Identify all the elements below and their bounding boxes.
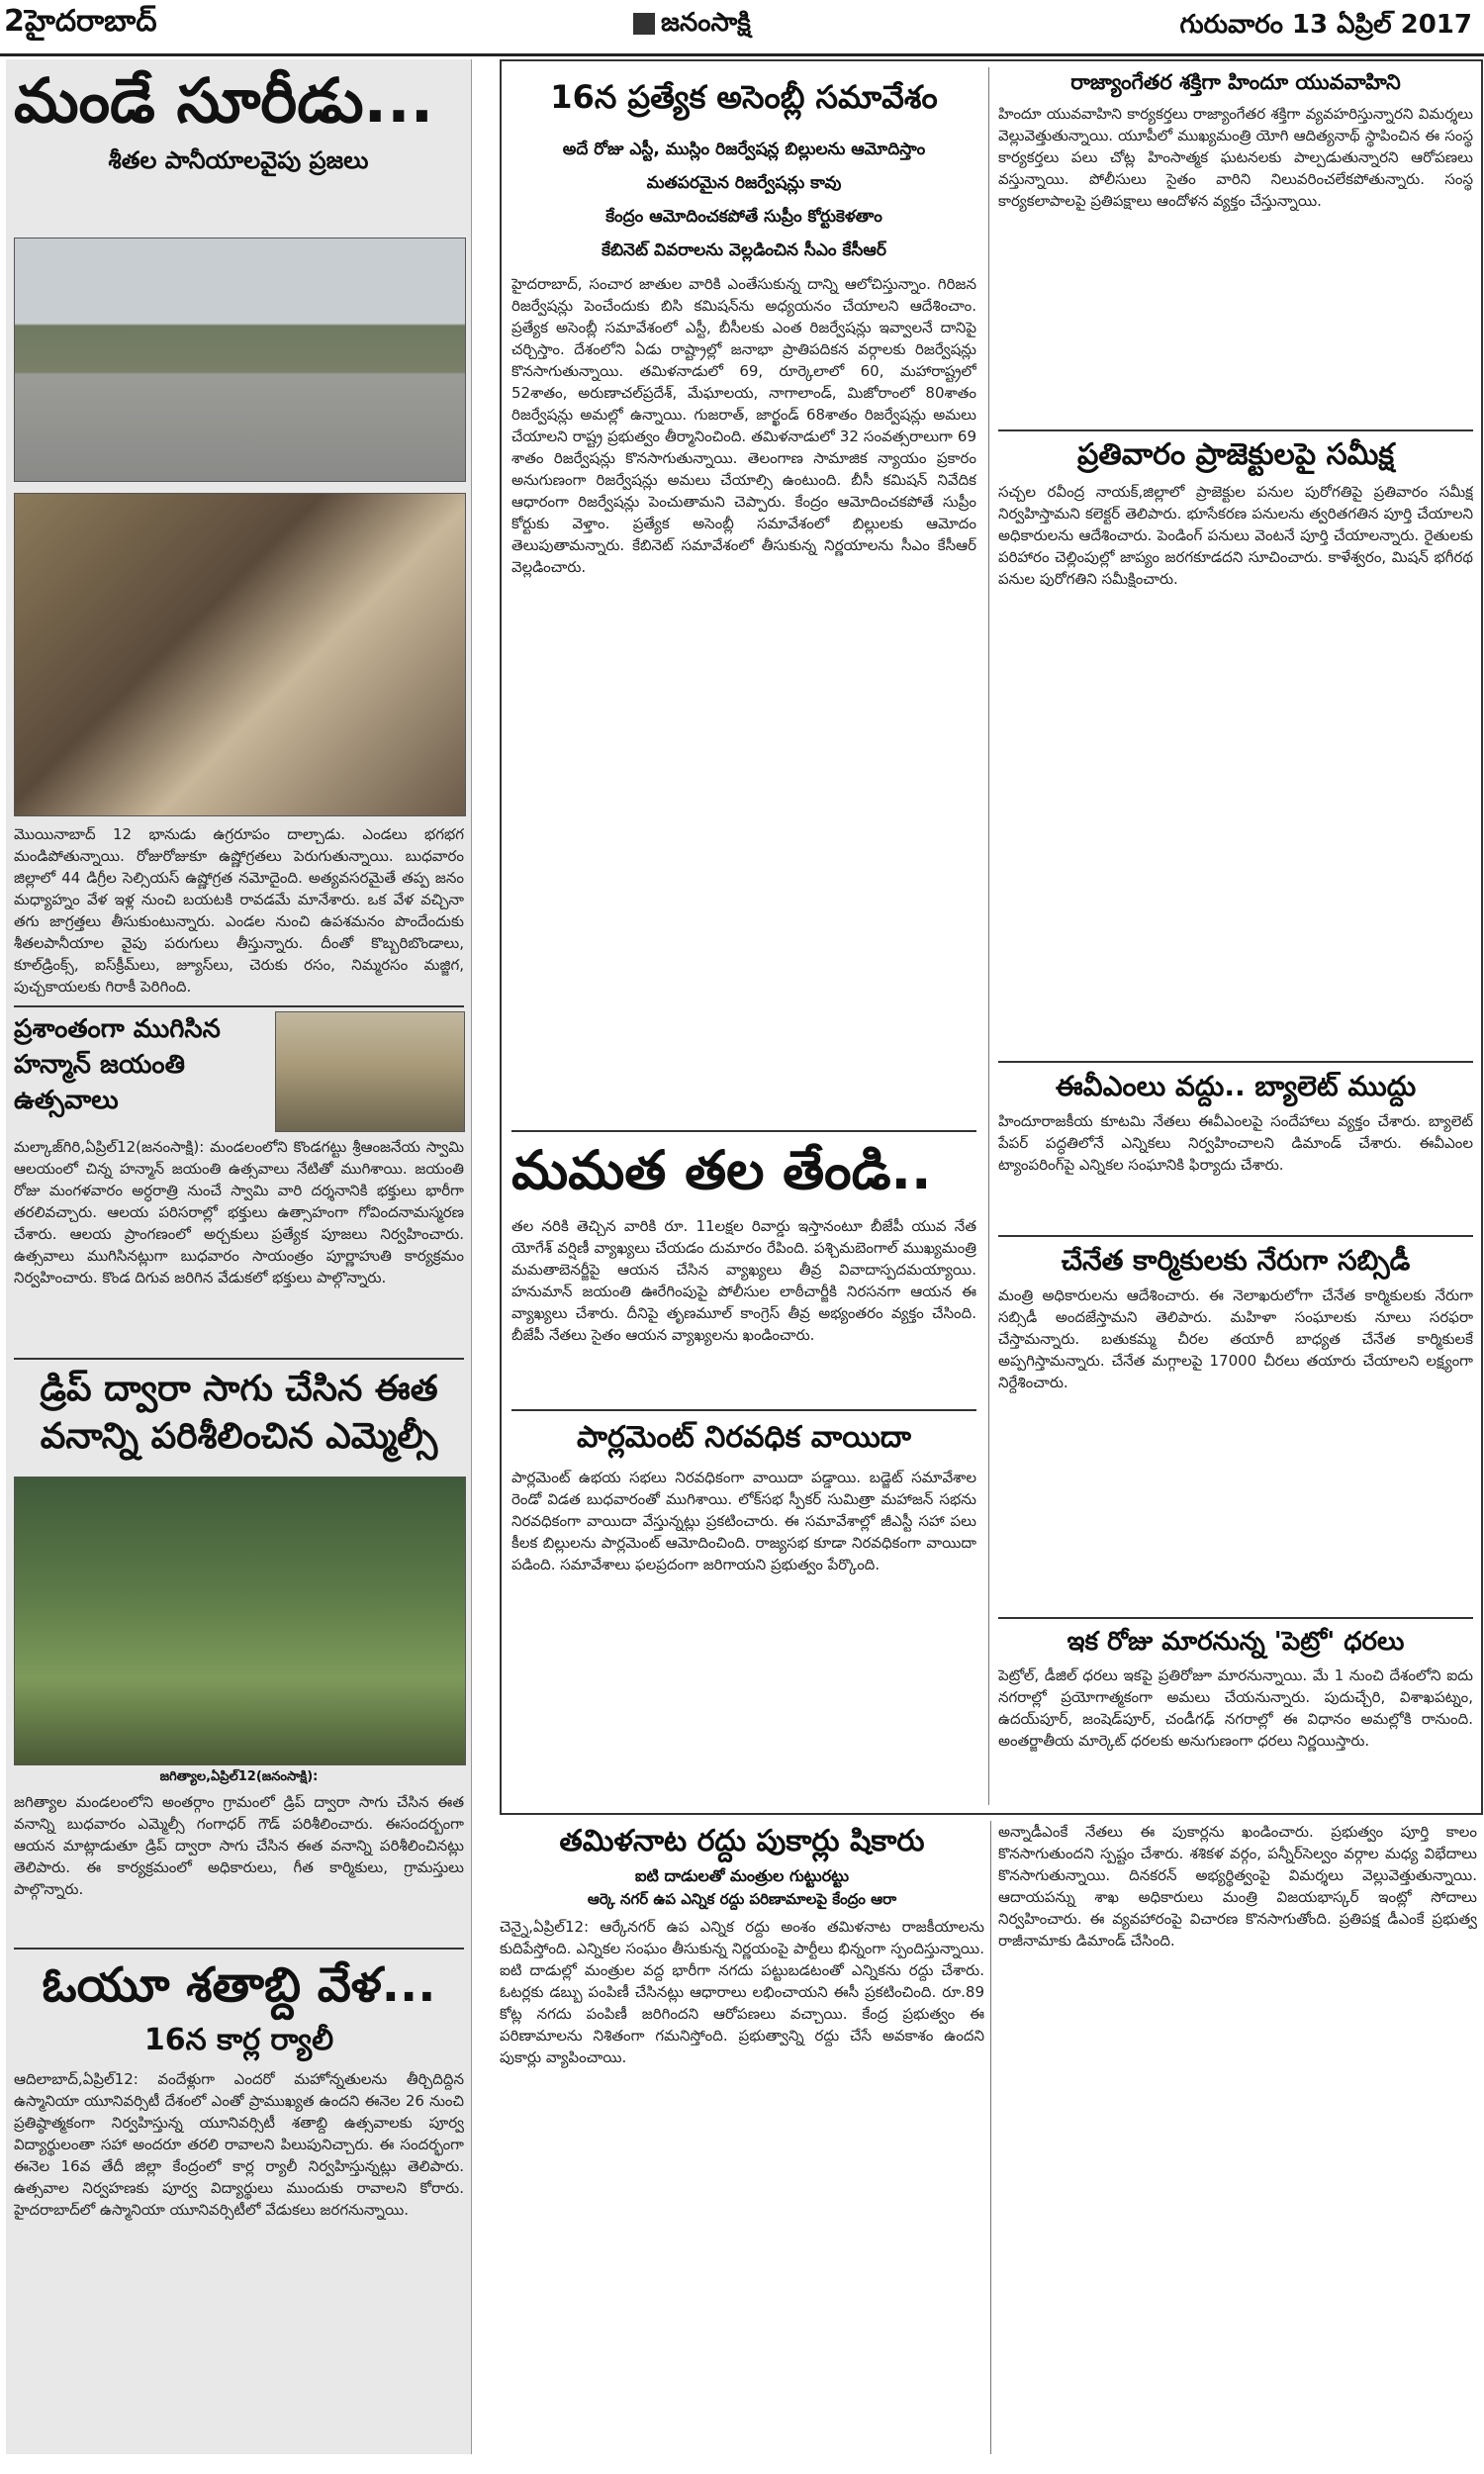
petrol-body: పెట్రోల్, డీజిల్ ధరలు ఇకపై ప్రతిరోజూ మారనున్నాయి. మే 1 నుంచి దేశంలోని ఐదు నగరాల్లో ప్రయోగాత్మకంగా అమలు చేయనున్నారు. పుదుచ్చేరి, విశాఖపట్నం, ఉదయ్‌పూర్, జంషెడ్‌పూర్, చండీగఢ్ నగరాల్లో ఈ విధానం అమల్లోకి రానుంది. అంతర్జాతీయ మార్కెట్ ధరలకు అనుగుణంగా ధరలు నిర్ణయిస్తారు. (998, 1666, 1473, 1750)
mamata-headline: మమత తల తేండి.. (511, 1139, 932, 1201)
drip-headline: డ్రిప్ ద్వారా సాగు చేసిన ఈత వనాన్ని పరిశీలించిన ఎమ్మెల్సీ (40, 1369, 438, 1457)
oyu-subheadline: 16న కార్ల ర్యాలీ (143, 2023, 334, 2057)
assembly-sub3: కేంద్రం ఆమోదించకపోతే సుప్రీం కోర్టుకెళతాం (605, 207, 882, 227)
divider (998, 1061, 1473, 1063)
parliament-body: పార్లమెంట్ ఉభయ సభలు నిరవధికంగా వాయిదా పడ్డాయి. బడ్జెట్ సమావేశాల రెండో విడత బుధవారంతో ముగిశాయి. లోక్‌సభ స్పీకర్ సుమిత్రా మహాజన్ సభను నిరవధికంగా వాయిదా వేస్తున్నట్లు ప్రకటించారు. ఈ సమావేశాల్లో జీఎస్టీ సహా పలు కీలక బిల్లులను పార్లమెంట్ ఆమోదించింది. రాజ్యసభ కూడా నిరవధికంగా వాయిదా పడింది. సమావేశాలు ఫలప్రదంగా జరిగాయని ప్రభుత్వం పేర్కొంది. (511, 1469, 976, 1573)
tn-body-left: చెన్నై,ఏప్రిల్12: ఆర్కేనగర్ ఉప ఎన్నిక రద్దు అంశం తమిళనాట రాజకీయాలను కుదిపేస్తోంది. ఎన్నికల సంఘం తీసుకున్న నిర్ణయంపై పార్టీలు భిన్నంగా స్పందిస్తున్నాయి. ఐటి దాడుల్లో మంత్రుల వద్ద భారీగా నగదు పట్టుబడటంతో ఎన్నికను రద్దు చేశారు. ఓటర్లకు డబ్బు పంపిణీ చేసినట్లు ఆధారాలు లభించాయని ఈసీ ప్రకటించింది. రూ.89 కోట్ల నగదు పంపిణీ జరిగిందని ఆరోపణలు వచ్చాయి. కేంద్ర ప్రభుత్వం ఈ పరిణామాలను నిశితంగా గమనిస్తోంది. ప్రభుత్వాన్ని రద్దు చేసే అవకాశం ఉందని పుకార్లు వ్యాపించాయి. (500, 1918, 984, 2066)
hindu-body: హిందూ యువవాహిని కార్యకర్తలు రాజ్యాంగేతర శక్తిగా వ్యవహరిస్తున్నారని విమర్శలు వెల్లువెత్తుతున్నాయి. యూపీలో ముఖ్యమంత్రి యోగి ఆదిత్యనాథ్ స్థాపించిన ఈ సంస్థ కార్యకర్తలు పలు చోట్ల హింసాత్మక ఘటనలకు పాల్పడుతున్నారని ఆరోపణలు వస్తున్నాయి. పోలీసులు సైతం వారిని నిలువరించలేకపోతున్నారు. సంస్థ కార్యకలాపాలపై ప్రతిపక్షాలు ఆందోళన వ్యక్తం చేస్తున్నాయి. (998, 105, 1473, 210)
divider (511, 1409, 976, 1411)
petrol-headline: ఇక రోజు మారనున్న 'పెట్రో' ధరలు (1067, 1627, 1405, 1657)
bottom-section (500, 1821, 1479, 2464)
hanuman-body: మల్కాజ్‌గిరి,ఏప్రిల్12(జనంసాక్షి): మండలంలోని కొండగట్టు శ్రీఆంజనేయ స్వామి ఆలయంలో చిన్న హన్మాన్ జయంతి ఉత్సవాలు నేటితో ముగిశాయి. జయంతి రోజు మంగళవారం అర్ధరాత్రి నుంచే స్వామి వారి దర్శనానికి భక్తులు భారీగా తరలివచ్చారు. ఆలయ పరిసరాల్లో భక్తులు ఉత్సాహంగా గోవిందనామస్మరణ చేశారు. ఆలయ ప్రాంగణంలో అర్చకులు ప్రత్యేక పూజలు నిర్వహించారు. ఉత్సవాలు ముగిసినట్లుగా బుధవారం సాయంత్రం పూర్ణాహుతి కార్యక్రమం నిర్వహించారు. కొండ దిగువ జరిగిన వేడుకలో భక్తులు పాల్గొన్నారు. (14, 1138, 464, 1286)
assembly-headline: 16న ప్రత్యేక అసెంబ్లీ సమావేశం (550, 78, 938, 116)
paper-emblem-icon (633, 13, 655, 35)
projects-headline: ప్రతివారం ప్రాజెక్టులపై సమీక్ష (1076, 437, 1395, 472)
tn-subheadline: ఐటి దాడులతో మంత్రుల గుట్టురట్టు (634, 1866, 850, 1885)
masthead (0, 0, 1484, 56)
tn-subheadline-2: ఆర్కె నగర్ ఉప ఎన్నిక రద్దు పరిణామాలపై కేంద్రం ఆరా (587, 1890, 897, 1908)
tn-body-right: అన్నాడీఎంకే నేతలు ఈ పుకార్లను ఖండించారు. ప్రభుత్వం పూర్తి కాలం కొనసాగుతుందని స్పష్టం చేశారు. శశికళ వర్గం, పన్నీర్‌సెల్వం వర్గాల మధ్య విభేదాలు కొనసాగుతున్నాయి. దినకరన్ అభ్యర్థిత్వంపై విమర్శలు వెల్లువెత్తుతున్నాయి. ఆదాయపన్ను శాఖ అధికారులు మంత్రి విజయభాస్కర్ ఇంట్లో సోదాలు నిర్వహించారు. ఈ వ్యవహారంపై విచారణ కొనసాగుతోంది. ప్రతిపక్ష డీఎంకే ప్రభుత్వ రాజీనామాకు డిమాండ్ చేసింది. (998, 1823, 1477, 1950)
divider (998, 1617, 1473, 1619)
evm-headline: ఈవీఎంలు వద్దు.. బ్యాలెట్ ముద్దు (1055, 1070, 1417, 1102)
hanuman-headline: ప్రశాంతంగా ముగిసిన హన్మాన్ జయంతి ఉత్సవాలు (14, 1014, 221, 1115)
column-divider (988, 67, 989, 1805)
temple-photo (275, 1011, 465, 1132)
drip-caption: జగిత్యాల,ఏప్రిల్12(జనంసాక్షి): (159, 1769, 319, 1784)
fruit-stall-photo (14, 493, 466, 816)
oyu-body: ఆదిలాబాద్,ఏప్రిల్12: వందేళ్లుగా ఎందరో మహోన్నతులను తీర్చిదిద్దిన ఉస్మానియా యూనివర్సిటీ దేశంలో ఎంతో ప్రాముఖ్యత ఉందని ఈనెల 26 నుంచి ప్రతిష్ఠాత్మకంగా నిర్వహిస్తున్న యూనివర్సిటీ శతాబ్ది ఉత్సవాలకు పూర్వ విద్యార్థులంతా సహా అందరూ తరలి రావాలని పిలుపునిచ్చారు. ఈ సందర్భంగా ఈనెల 16వ తేదీ జిల్లా కేంద్రంలో కార్ల ర్యాలీ నిర్వహిస్తున్నట్లు తెలిపారు. ఉత్సవాల నిర్వహణకు పూర్వ విద్యార్థులు ముందుకు రావాలని కోరారు. హైదరాబాద్‌లో ఉస్మానియా యూనివర్సిటీలో వేడుకలు జరగనున్నాయి. (14, 2070, 464, 2219)
assembly-sub4: కేబినెట్ వివరాలను వెల్లడించిన సీఎం కేసీఆర్ (602, 240, 886, 260)
drip-body: జగిత్యాల మండలంలోని అంతర్గాం గ్రామంలో డ్రిప్ ద్వారా సాగు చేసిన ఈత వనాన్ని బుధవారం ఎమ్మెల్సీ గంగాధర్ గౌడ్ పరిశీలించారు. ఈసందర్బంగా ఆయన మాట్లాడుతూ డ్రిప్ ద్వారా సాగు చేసిన ఈత వనాన్ని పరిశీలించినట్లు తెలిపారు. ఈ కార్యక్రమంలో అధికారులు, గీత కార్మికులు, గ్రామస్తులు పాల్గొన్నారు. (14, 1793, 464, 1898)
divider (14, 1358, 464, 1360)
parliament-headline: పార్లమెంట్ నిరవధిక వాయిదా (577, 1420, 911, 1455)
sun-body: మొయినాబాద్ 12 భానుడు ఉగ్రరూపం దాల్చాడు. ఎండలు భగభగ మండిపోతున్నాయి. రోజురోజుకూ ఉష్ణోగ్రతలు పెరుగుతున్నాయి. బుధవారం జిల్లాలో 44 డిగ్రీల సెల్సియస్ ఉష్ణోగ్రత నమోదైంది. అత్యవసరమైతే తప్ప జనం మధ్యాహ్నం వేళ ఇళ్ల నుంచి బయటకి రావడమే మానేశారు. ఒక వేళ వచ్చినా తగు జాగ్రత్తలు తీసుకుంటున్నారు. ఎండల నుంచి ఉపశమనం పొందేందుకు శీతలపానీయాల వైపు పరుగులు తీస్తున్నారు. దీంతో కొబ్బరిబొండాలు, కూల్‌డ్రింక్స్, ఐస్‌క్రీమ్‌లు, జ్యూస్‌లు, చెరుకు రసం, నిమ్మరసం మజ్జిగ, పుచ్చకాయలకు గిరాకీ పెరిగింది. (14, 825, 464, 996)
sun-subheadline: శీతల పానీయాలవైపు ప్రజలు (108, 146, 369, 174)
divider (998, 429, 1473, 431)
left-column (6, 59, 472, 2454)
sun-headline: మండే సూరీడు... (14, 64, 434, 137)
evm-body: హిందూరాజకీయ కూటమి నేతలు ఈవీఎంలపై సందేహాలు వ్యక్తం చేశారు. బ్యాలెట్ పేపర్ పద్ధతిలోనే ఎన్నికలు నిర్వహించాలని డిమాండ్ చేశారు. ఈవీఎంల ట్యాంపరింగ్‌పై ఎన్నికల సంఘానికి ఫిర్యాదు చేశారు. (998, 1112, 1473, 1174)
assembly-sub2: మతపరమైన రిజర్వేషన్లు కావు (646, 173, 842, 193)
assembly-sub1: అదే రోజు ఎస్టీ, ముస్లిం రిజర్వేషన్ల బిల్లులను ఆమోదిస్తాం (562, 140, 926, 159)
mamata-body: తల నరికి తెచ్చిన వారికి రూ. 11లక్షల రివార్డు ఇస్తానంటూ బీజేపీ యువ నేత యోగేశ్ వర్షిణీ వ్యాఖ్యలు చేయడం దుమారం రేపింది. పశ్చిమబెంగాల్ ముఖ్యమంత్రి మమతాబెనర్జీపై ఆయన చేసిన వ్యాఖ్యలు తీవ్ర వివాదాస్పదమయ్యాయి. హనుమాన్ జయంతి ఊరేగింపుపై పోలీసుల లాఠీచార్జీకి నిరసనగా ఆయన ఈ వ్యాఖ్యలు చేశారు. దీనిపై తృణమూల్ కాంగ్రెస్ తీవ్ర అభ్యంతరం వ్యక్తం చేసింది. బీజేపీ నేతలు సైతం ఆయన వ్యాఖ్యలను ఖండించారు. (511, 1217, 976, 1344)
weavers-body: మంత్రి అధికారులను ఆదేశించారు. ఈ నెలాఖరులోగా చేనేత కార్మికులకు నేరుగా సబ్సిడీ అందజేస్తామని తెలిపారు. మహిళా సంఘాలకు నూలు సరఫరా చేస్తామన్నారు. బతుకమ్మ చీరల తయారీ బాధ్యత చేనేత కార్మికులకే అప్పగిస్తామన్నారు. చేనేత మగ్గాలపై 17000 చీరలు తయారు చేయాలని లక్ష్యంగా నిర్దేశించారు. (998, 1286, 1473, 1391)
boxed-section (500, 59, 1483, 1815)
road-photo (14, 238, 466, 482)
assembly-body: హైదరాబాద్, సంచార జాతుల వారికి ఎంతేసుకున్న దాన్ని ఆలోచిస్తున్నాం. గిరిజన రిజర్వేషన్లు పెంచేందుకు బిసి కమిషన్‌ను అధ్యయనం చేయాలని ఆదేశించాం. ప్రత్యేక అసెంబ్లీ సమావేశంలో ఎస్టీ, బీసీలకు ఎంత రిజర్వేషన్లు ఇవ్వాలనే దానిపై చర్చిస్తాం. దేశంలోని ఏడు రాష్ట్రాల్లో జనాభా ప్రాతిపదికన వర్గాలకు రిజర్వేషన్లు కొనసాగుతున్నాయి. తమిళనాడులో 69, రూర్కెలాలో 60, మహారాష్ట్రలో 52శాతం, అరుణాచల్‌ప్రదేశ్, మేఘాలయ, నాగాలాండ్, మిజోరాంలో 80శాతం రిజర్వేషన్లు అమల్లో ఉన్నాయి. గుజరాత్, జార్ఖండ్ 68శాతం రిజర్వేషన్లు అమలు చేయాలని రాష్ట్ర ప్రభుత్వం తీర్మానించింది. తమిళనాడులో 32 సంవత్సరాలుగా 69 శాతం రిజర్వేషన్లు కొనసాగుతున్నాయి. తెలంగాణ సామాజిక న్యాయం ప్రకారం అనుగుణంగా రిజర్వేషన్లు అమలు చేయాల్సి ఉంటుంది. బీసీ కమిషన్ నివేదిక ఆధారంగా రిజర్వేషన్లు పెంచుతామని చెప్పారు. కేంద్రం ఆమోదించకపోతే సుప్రీం కోర్టుకు వెళ్తాం. ప్రత్యేక అసెంబ్లీ సమావేశంలో బిల్లులకు ఆమోదం తెలుపుతామన్నారు. కేబినెట్ సమావేశంలో తీసుకున్న నిర్ణయాలను సీఎం కేసీఆర్ వెల్లడించారు. (511, 275, 976, 576)
divider (511, 1130, 976, 1132)
projects-body: సచ్చల రవీంద్ర నాయక్,జిల్లాలో ప్రాజెక్టుల పనుల పురోగతిపై ప్రతివారం సమీక్ష నిర్వహిస్తామని కలెక్టర్ తెలిపారు. భూసేకరణ పనులను త్వరితగతిన పూర్తి చేయాలని అధికారులను ఆదేశించారు. పెండింగ్ పనులు వెంటనే పూర్తి చేయాలన్నారు. రైతులకు పరిహారం చెల్లింపుల్లో జాప్యం జరగకూడదని సూచించారు. కాళేశ్వరం, మిషన్ భగీరథ పనుల పురోగతిని సమీక్షించారు. (998, 483, 1473, 588)
oyu-headline: ఓయూ శతాబ్ది వేళ... (42, 1957, 436, 2013)
issue-date: గురువారం 13 ఏప్రిల్ 2017 (1179, 10, 1472, 40)
column-divider (990, 1821, 991, 2454)
divider (14, 1005, 464, 1007)
tn-headline: తమిళనాట రద్దు పుకార్లు షికారు (559, 1824, 925, 1858)
paper-name: జనంసాక్షి (661, 8, 751, 38)
weavers-headline: చేనేత కార్మికులకు నేరుగా సబ్సిడీ (1061, 1244, 1411, 1277)
hindu-headline: రాజ్యాంగేతర శక్తిగా హిందూ యువవాహిని (1070, 70, 1401, 94)
paper-logo (633, 8, 751, 44)
divider (14, 1948, 464, 1950)
divider (998, 1235, 1473, 1237)
section-label: 2హైదరాబాద్ (4, 4, 157, 39)
palm-grove-photo (14, 1476, 466, 1765)
